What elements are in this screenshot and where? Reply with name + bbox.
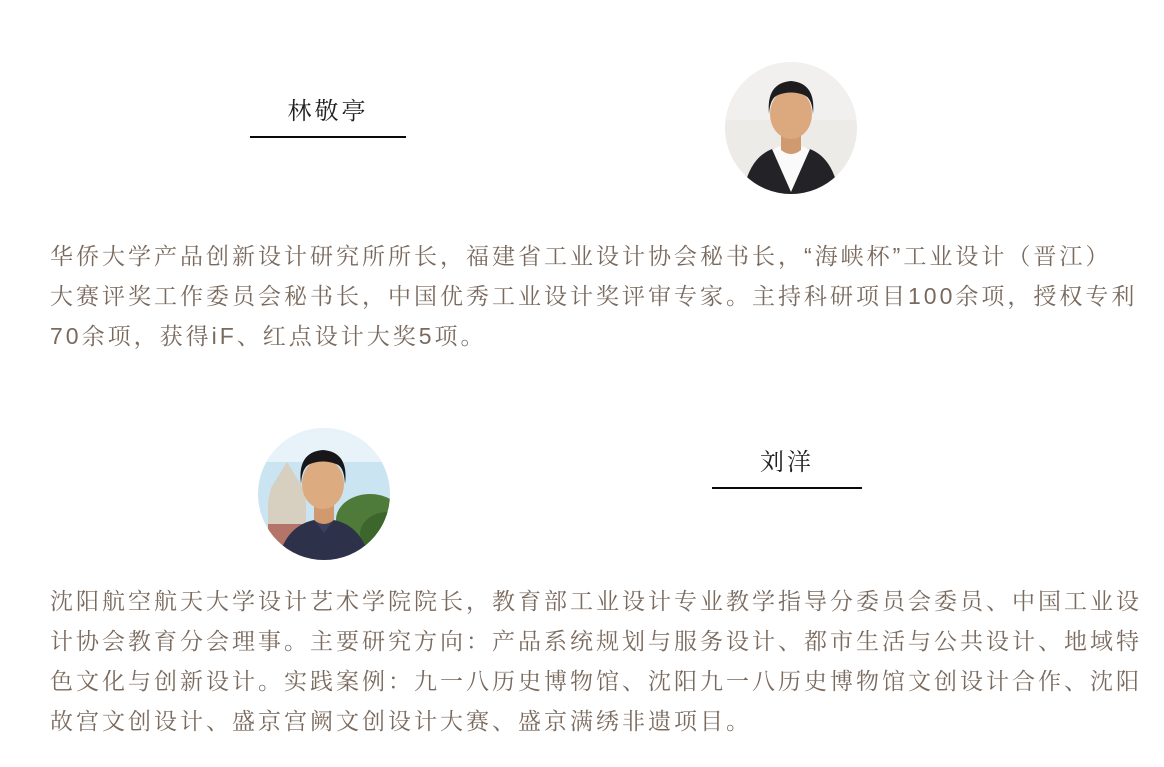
profile-photo-lin (725, 62, 857, 194)
bio-line: 沈阳航空航天大学设计艺术学院院长，教育部工业设计专业教学指导分委员会委员、中国工业设 (50, 588, 1142, 614)
bio-line: 色文化与创新设计。实践案例：九一八历史博物馆、沈阳九一八历史博物馆文创设计合作、沈阳 (50, 668, 1142, 694)
bio-line: 计协会教育分会理事。主要研究方向：产品系统规划与服务设计、都市生活与公共设计、地域特 (50, 628, 1142, 654)
bio-line: 故宫文创设计、盛京宫阙文创设计大赛、盛京满绣非遗项目。 (50, 708, 752, 734)
profile-photo-liu (258, 428, 390, 560)
bio-line: 大赛评奖工作委员会秘书长，中国优秀工业设计奖评审专家。主持科研项目100余项，授权专利 (50, 283, 1138, 309)
bio-line: 华侨大学产品创新设计研究所所长，福建省工业设计协会秘书长，“海峡杯”工业设计（晋江） (50, 243, 1112, 269)
profile-bio-liu (50, 581, 1142, 741)
profile-bio-lin (50, 236, 1137, 356)
profile-name-text: 刘洋 (760, 449, 814, 476)
bio-line: 70余项，获得iF、红点设计大奖5项。 (50, 323, 487, 349)
portrait-man-suit-icon (725, 62, 857, 194)
profile-name-text: 林敬亭 (287, 98, 369, 125)
profile-name-liu (712, 450, 862, 489)
profile-name-lin (250, 99, 406, 138)
portrait-man-outdoors-icon (258, 428, 390, 560)
